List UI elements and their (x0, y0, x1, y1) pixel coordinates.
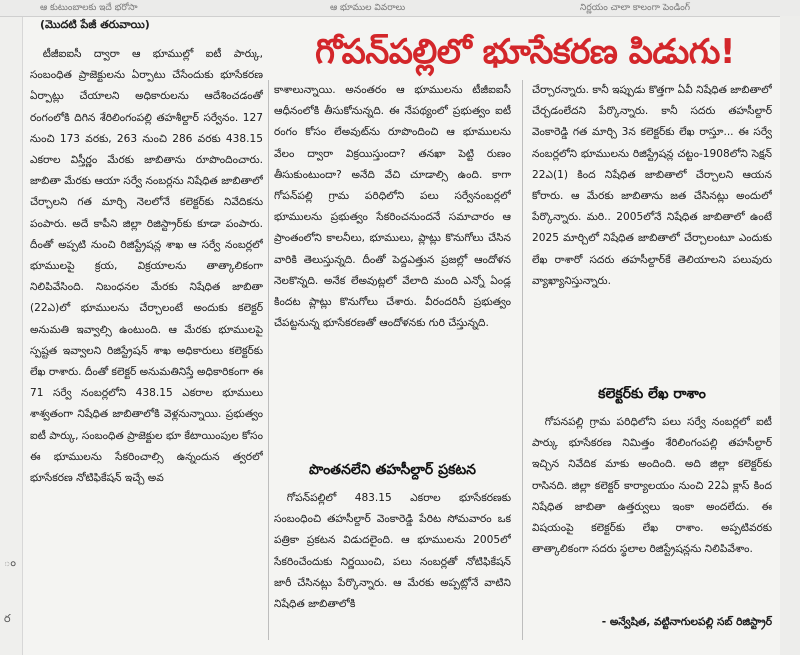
column-divider (268, 80, 269, 640)
column-3b-text: గోపనపల్లి గ్రామ పరిధిలోని పలు సర్వే నంబర్లలో ఐటీ పార్కు భూసేకరణ నిమిత్తం శేరిలింగంపల్లి తహసీల్దార్ ఇచ్చిన నివేదిక మాకు అందింది. అది జిల్లా కలెక్టర్‌కు రాసినది. జిల్లా కలెక్టర్ కార్యాలయం నుంచి 22ఏ క్లాస్ కింద నిషేధిత జాబితా ఉత్తర్వులు ఇంకా అందలేదు. ఈ విషయంపై కలెక్టర్‌కు లేఖ రాశాం. అప్పటివరకు తాత్కాలికంగా సదరు స్థలాల రిజిస్ట్రేషన్లను నిలిపివేశాం. (532, 416, 772, 556)
column-2-text: కాశాలున్నాయి. అనంతరం ఆ భూములను టీజీఐఐసీ ఆధీనంలోకి తీసుకోనున్నది. ఈ నేపథ్యంలో ప్రభుత్వం ఐటీ రంగం కోసం లేఅవుట్‌ను రూపొందించి ఆ భూములను వేలం ద్వారా విక్రయిస్తుందా? తనఖా పెట్టి రుణం తీసుకుంటుందా? అనేది వేచి చూడాల్సి ఉంది. కాగా గోపన్‌పల్లి గ్రామ పరిధిలోని పలు సర్వేనంబర్లలో భూములను ప్రభుత్వం సేకరించనుందనే సమాచారం ఆ ప్రాంతంలోని కాలనీలు, భూములు, ప్లాట్లు కొనుగోలు చేసిన వారికి తెలుస్తున్నది. దీంతో పెద్దఎత్తున ప్రజల్లో ఆందోళన నెలకొన్నది. అనేక లేఅవుట్లలో వేలాది మంది ఎన్నో ఏండ్ల కిందట ప్లాట్లు కొనుగోలు చేశారు. వీరందరినీ ప్రభుత్వం చేపట్టనున్న భూసేకరణతో ఆందోళనకు గురి చేస్తున్నది. (274, 84, 511, 330)
article-column-1 (30, 44, 263, 644)
column-2b-text: గోపన్‌పల్లిలో 483.15 ఎకరాల భూసేకరణకు సంబంధించి తహసీల్దార్ వెంకారెడ్డి పేరిట సోమవారం ఒక పత్రికా ప్రకటన విడుదలైంది. ఆ భూములను 2005లో సేకరించేందుకు నిర్ణయించి, పలు నంబర్లతో నోటిఫికేషన్ జారీ చేసినట్లు పేర్కొన్నారు. ఆ మేరకు అప్పట్లోనే వాటిని నిషేధిత జాబితాలోకి (274, 492, 511, 611)
article-headline: గోపన్‌పల్లిలో భూసేకరణ పిడుగు! (315, 32, 735, 72)
previous-article-strip (0, 0, 800, 17)
strip-text-right: నిర్ణయం చాలా కాలంగా పెండింగ్ (580, 3, 691, 13)
column-divider (522, 80, 523, 640)
subheading-collector-letter: కలెక్టర్‌కు లేఖ రాశాం (598, 386, 706, 402)
column-3-text: చేర్చారన్నారు. కానీ ఇప్పుడు కొత్తగా ఏవీ నిషేధిత జాబితాలో చేర్చడంలేదని పేర్కొన్నారు. కానీ సదరు తహసీల్దార్ వెంకారెడ్డి గత మార్చి 3న కలెక్టర్‌కు లేఖ రాస్తూ... ఈ సర్వే నంబర్లలోని భూములను రిజిస్ట్రేషన్ల చట్టం-1908లోని సెక్షన్ 22ఎ(1) కింద నిషేధిత జాబితాలో చేర్చాలని ఆయన కోరారు. ఆ మేరకు జాబితాను జత చేసినట్లు అందులో పేర్కొన్నారు. మరి.. 2005లోనే నిషేధిత జాబితాలో ఉంటే 2025 మార్చిలో నిషేధిత జాబితాలో చేర్చాలంటూ ఎందుకు లేఖ రాశారో సదరు తహసీల్దార్‌కే తెలియాలని పలువురు వ్యాఖ్యానిస్తున్నారు. (532, 84, 772, 287)
article-column-2-continued (274, 488, 511, 638)
strip-text-left: ఆ కుటుంబాలకు ఇదే భరోసా (40, 3, 138, 13)
left-page-edge (0, 16, 23, 655)
edge-mark: ం (4, 556, 16, 569)
continued-label: (మొదటి పేజీ తరువాయి) (40, 18, 150, 31)
strip-text-mid: ఆ భూముల వివరాలు (330, 3, 406, 13)
quote-byline: - అన్వేషిత, వట్టినాగులపల్లి సబ్ రిజిస్ట్రార్ (601, 616, 772, 628)
article-column-3-continued (532, 412, 772, 612)
right-page-edge (780, 16, 800, 655)
article-column-3 (532, 80, 772, 373)
edge-mark: ర (4, 612, 11, 625)
subheading-tahsildar-statement: పొంతనలేని తహసీల్దార్ ప్రకటన (308, 462, 477, 478)
column-1-text: టీజీఐఐసీ ద్వారా ఆ భూముల్లో ఐటీ పార్కు, సంబంధిత ప్రాజెక్టులను ఏర్పాటు చేసేందుకు భూసేకరణ ఏర్పాట్లు చేయాలని అధికారులను ఆదేశించడంతో రంగంలోకి దిగిన శేరిలింగంపల్లి తహశీల్దార్ సర్వేనం. 127 నుంచి 173 వరకు, 263 నుంచి 286 వరకు 438.15 ఎకరాల విస్తీర్ణం మేరకు జాబితాను రూపొందించారు. జాబితా మేరకు ఆయా సర్వే నంబర్లను నిషేధిత జాబితాలో చేర్చాలని గత మార్చి నెలలోనే కలెక్టర్‌కు నివేదికను పంపారు. అదే కాపీని జిల్లా రిజిస్ట్రార్‌కు కూడా పంపారు. దీంతో అప్పటి నుంచి రిజిస్ట్రేషన్ల శాఖ ఆ సర్వే నంబర్లలో భూములపై క్రయ, విక్రయాలను తాత్కాలికంగా నిలిపివేసింది. నిబంధనల మేరకు నిషేధిత జాబితా (22ఎ)లో భూములను చేర్చాలంటే అందుకు కలెక్టర్ అనుమతి ఇవ్వాల్సి ఉంటుంది. ఆ మేరకు భూములపై స్పష్టత ఇవ్వాలని రిజిస్ట్రేషన్ శాఖ అధికారులు కలెక్టర్‌కు లేఖ రాశారు. దీంతో కలెక్టర్ అనుమతినిస్తే అధికారికంగా ఈ 71 సర్వే నంబర్లలోని 438.15 ఎకరాల భూములు శాశ్వతంగా నిషేధిత జాబితాలోకి వెళ్లనున్నాయి. ప్రభుత్వం ఐటీ పార్కు, సంబంధిత ప్రాజెక్టుల భూ కేటాయింపుల కోసం ఈ భూములను సేకరించాల్సి ఉన్నందున త్వరలో భూసేకరణ నోటిఫికేషన్ ఇచ్చే అవ (30, 48, 263, 485)
article-column-2 (274, 80, 511, 452)
